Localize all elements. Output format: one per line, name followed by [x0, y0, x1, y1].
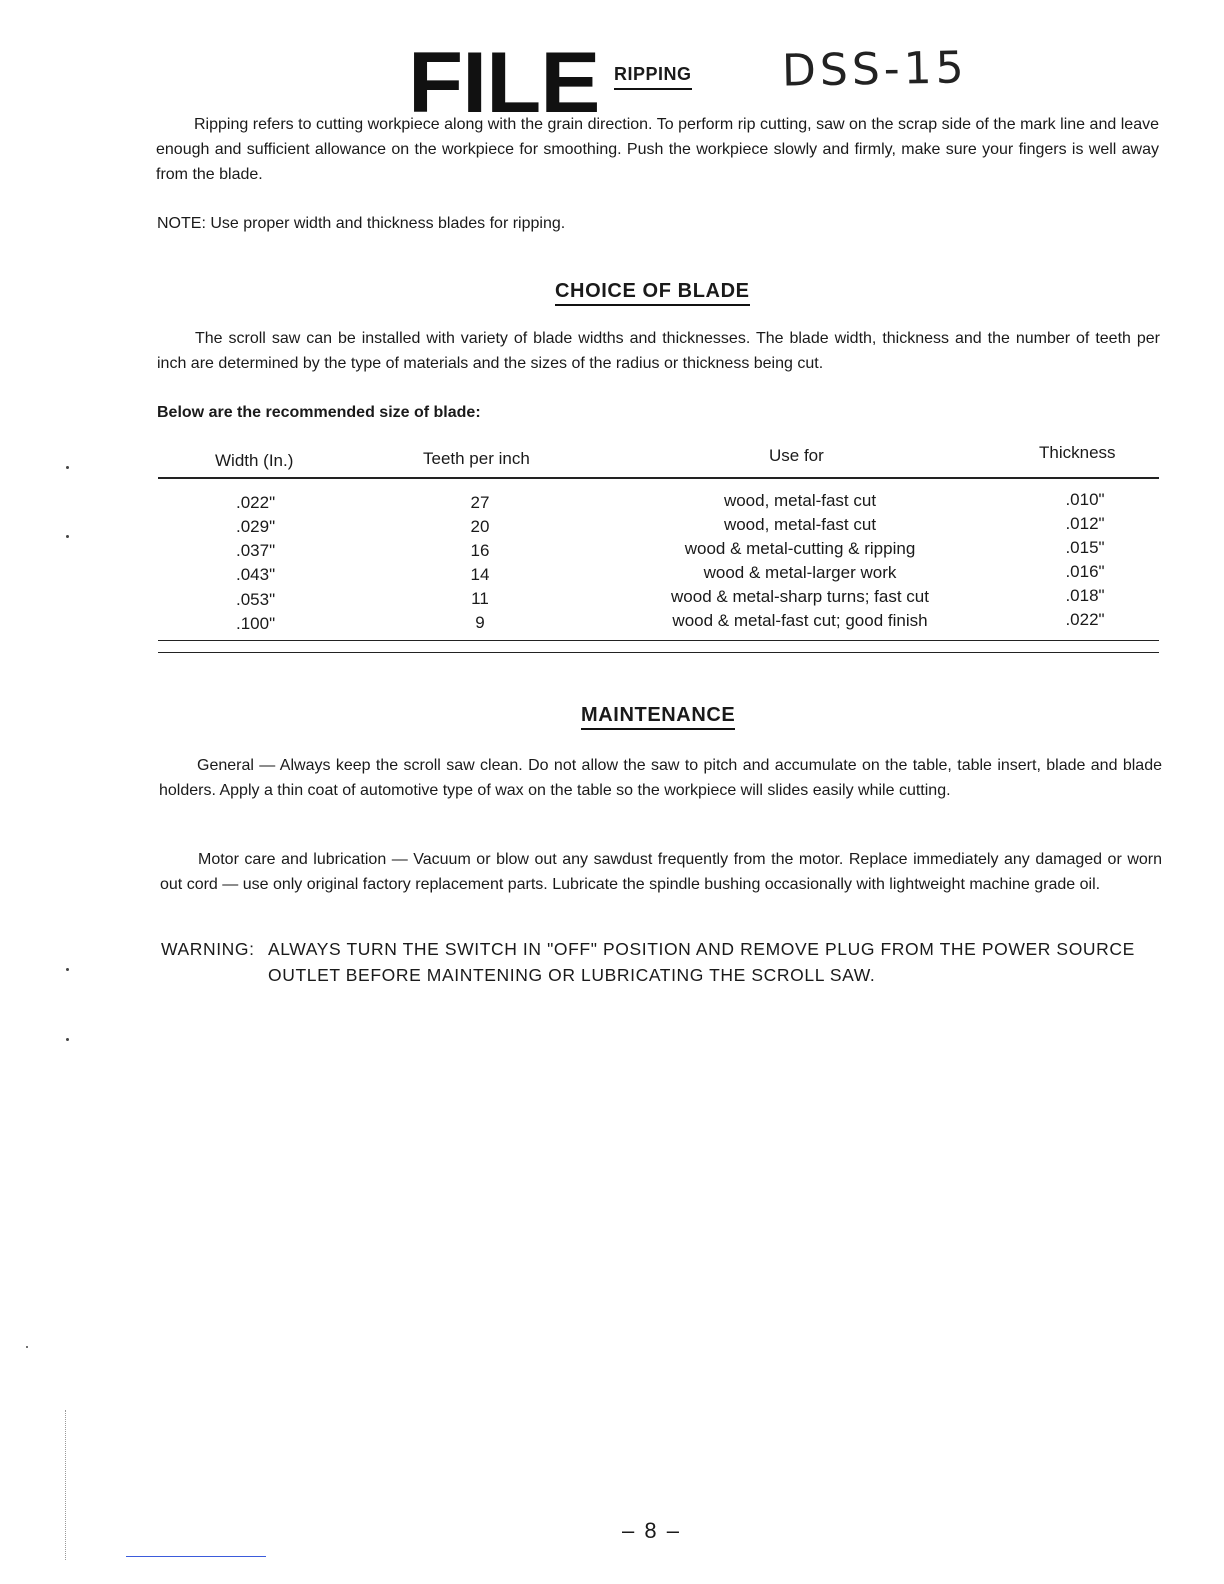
handwritten-model-note: DSS-15 [781, 42, 969, 97]
scan-speck [26, 1346, 28, 1348]
scan-speck [66, 1038, 69, 1041]
choice-of-blade-paragraph-text: The scroll saw can be installed with variety of blade widths and thicknesses. The blade width, thickness and the number of teeth per inch are determined by the type of materials and the sizes of the radius or thickness being cut. [157, 330, 1160, 372]
maintenance-general-text: General — Always keep the scroll saw clean. Do not allow the saw to pitch and accumulate on the table, table insert, blade and blade holders. Apply a thin coat of automotive type of wax on the table so the workpiece will slides easily while cutting. [159, 757, 1162, 799]
maintenance-motor-text: Motor care and lubrication — Vacuum or blow out any sawdust frequently from the motor. Replace immediately any damaged or worn out cord — use only original factory replacement parts. Lubricate the spindle bushing occasionally with lightweight machine grade oil. [160, 851, 1162, 893]
cell-thickness: .010" [1065, 490, 1105, 509]
table-top-rule [158, 477, 1159, 479]
cell-width: .029" [236, 517, 276, 536]
warning-block [161, 936, 1166, 988]
table-mid-rule [158, 640, 1159, 641]
page-number: – 8 – [622, 1518, 681, 1543]
ripping-paragraph [156, 112, 1159, 187]
cell-use: wood, metal-fast cut [723, 491, 877, 510]
cell-width: .022" [236, 493, 276, 512]
cell-use: wood & metal-fast cut; good finish [672, 611, 928, 630]
table-bottom-rule [158, 652, 1159, 653]
maintenance-motor-paragraph [160, 847, 1162, 897]
cell-use: wood, metal-fast cut [723, 515, 877, 534]
column-header-use: Use for [769, 446, 824, 465]
cell-width: .100" [236, 614, 276, 633]
ripping-note: NOTE: Use proper width and thickness blades for ripping. [157, 215, 566, 232]
cell-thickness: .015" [1065, 538, 1105, 557]
scan-speck [66, 535, 69, 538]
bottom-edge-line [126, 1556, 266, 1557]
file-stamp: FILE [408, 35, 600, 131]
cell-width: .037" [236, 541, 276, 560]
column-header-thickness: Thickness [1039, 443, 1116, 462]
cell-teeth: 27 [470, 493, 490, 512]
cell-thickness: .018" [1065, 586, 1105, 605]
cell-teeth: 11 [471, 589, 489, 608]
cell-teeth: 14 [470, 565, 490, 584]
maintenance-general-paragraph [159, 753, 1162, 803]
scan-speck [66, 466, 69, 469]
binding-edge-mark [65, 1410, 67, 1560]
column-header-teeth: Teeth per inch [423, 449, 530, 468]
cell-use: wood & metal-cutting & ripping [684, 539, 916, 558]
warning-label: WARNING: [161, 939, 255, 959]
ripping-paragraph-text: Ripping refers to cutting workpiece along with the grain direction. To perform rip cutting, saw on the scrap side of the mark line and leave enough and sufficient allowance on the workpiece for smoothing. Push the workpiece slowly and firmly, make sure your fingers is well away from the blade. [156, 116, 1159, 183]
cell-width: .053" [236, 590, 276, 609]
warning-line-1: ALWAYS TURN THE SWITCH IN "OFF" POSITION AND REMOVE PLUG FROM THE POWER SOURCE [268, 939, 1135, 959]
cell-teeth: 16 [470, 541, 490, 560]
cell-teeth: 20 [470, 517, 490, 536]
cell-use: wood & metal-sharp turns; fast cut [671, 587, 929, 606]
choice-of-blade-title: CHOICE OF BLADE [555, 280, 750, 306]
warning-line-2: OUTLET BEFORE MAINTENING OR LUBRICATING THE SCROLL SAW. [268, 965, 876, 985]
recommended-size-subheading: Below are the recommended size of blade: [157, 404, 481, 421]
maintenance-title: MAINTENANCE [581, 704, 735, 730]
cell-width: .043" [236, 565, 276, 584]
cell-teeth: 9 [475, 613, 485, 632]
cell-use: wood & metal-larger work [703, 563, 897, 582]
cell-thickness: .022" [1065, 610, 1105, 629]
scan-speck [66, 968, 69, 971]
column-header-width: Width (In.) [215, 451, 294, 470]
choice-of-blade-paragraph [157, 326, 1160, 376]
ripping-heading: RIPPING [614, 64, 692, 90]
cell-thickness: .012" [1065, 514, 1105, 533]
cell-thickness: .016" [1065, 562, 1105, 581]
